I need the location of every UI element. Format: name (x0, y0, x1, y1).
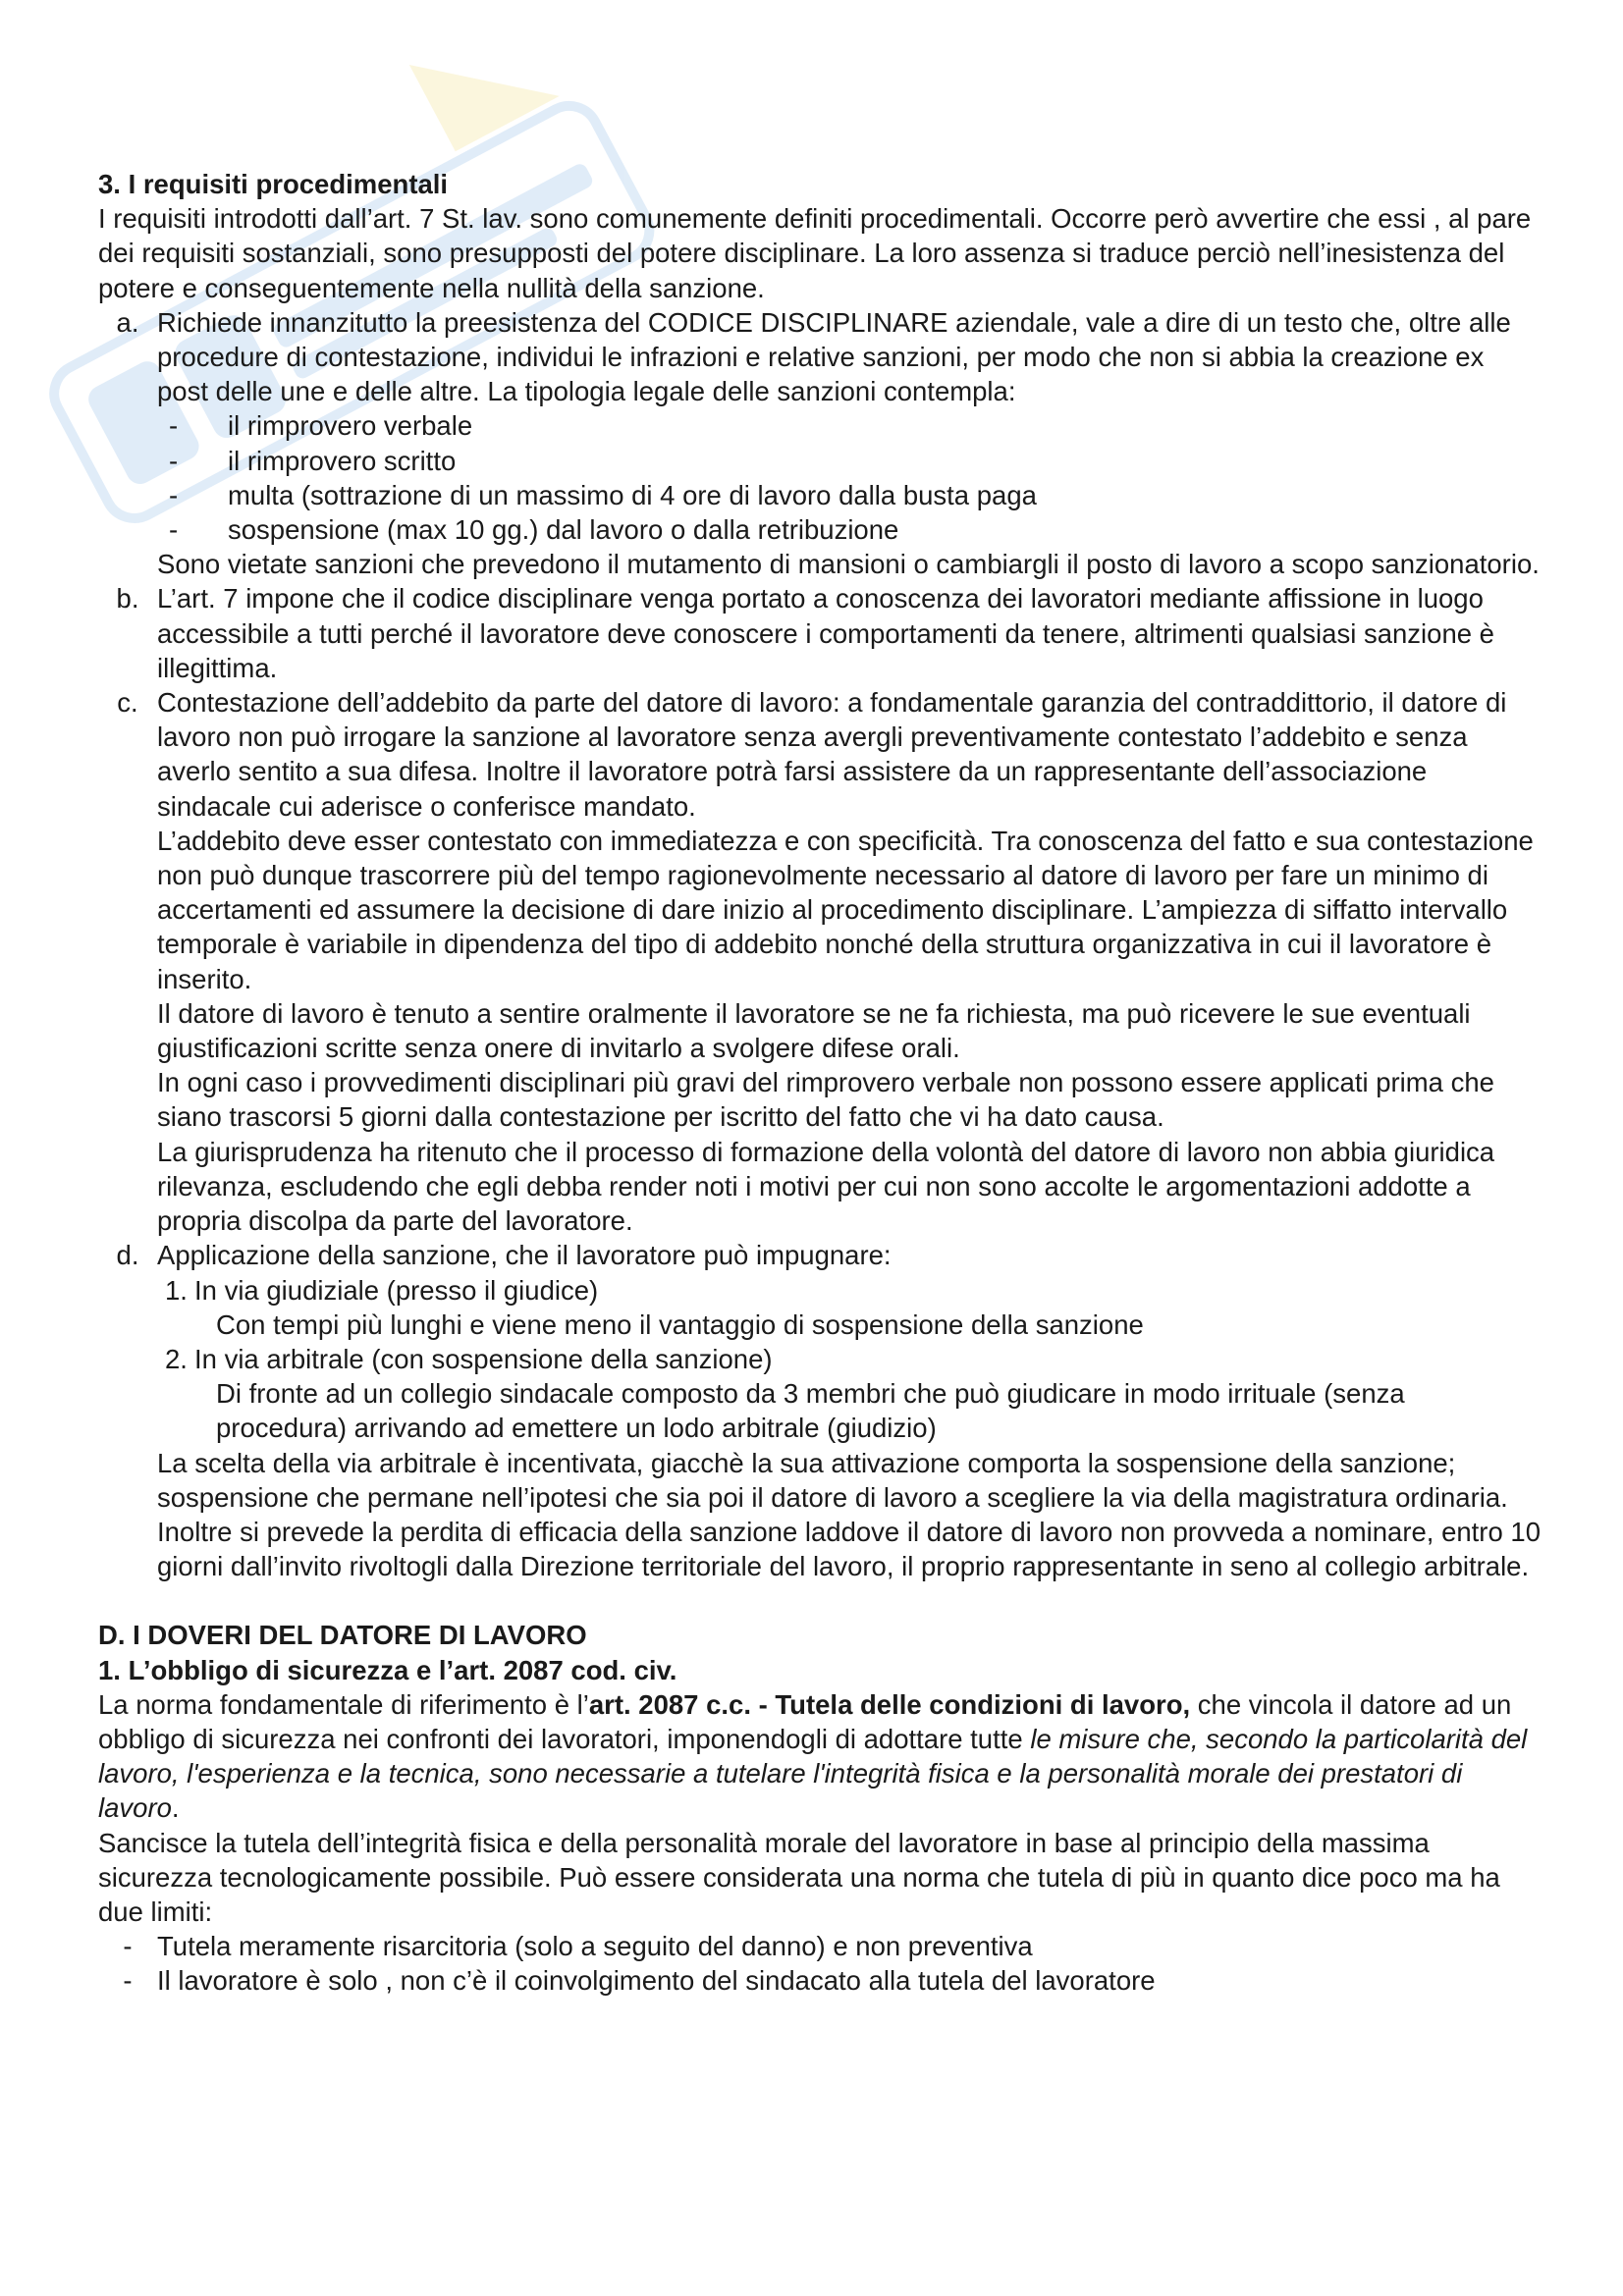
document-page (98, 167, 1542, 1999)
number-marker: 2. (165, 1343, 188, 1374)
sanction-item (98, 408, 1542, 443)
list-item-a (98, 305, 1542, 409)
list-item-c (98, 685, 1542, 824)
sanction-text: il rimprovero scritto (228, 445, 457, 476)
section-d-subheading: 1. L’obbligo di sicurezza e l’art. 2087 cod. civ. (98, 1654, 677, 1685)
list-marker-d: d. (116, 1240, 139, 1271)
number-marker: 1. (165, 1274, 188, 1306)
sanction-item (98, 478, 1542, 512)
numbered-item-title: In via giudiziale (presso il giudice) (194, 1274, 599, 1306)
dash-marker: - (169, 479, 179, 510)
numbered-item (98, 1273, 1542, 1308)
list-item-a-after: Sono vietate sanzioni che prevedono il mutamento di mansioni o cambiargli il posto di lavoro a scopo sanzionatorio. (157, 549, 1540, 580)
dash-marker: - (169, 410, 179, 442)
sanction-item (98, 512, 1542, 547)
limit-item (98, 1929, 1542, 1963)
numbered-item (98, 1342, 1542, 1376)
limit-text: Tutela meramente risarcitoria (solo a seguito del danno) e non preventiva (157, 1931, 1033, 1962)
list-item-c-paragraph: In ogni caso i provvedimenti disciplinari più gravi del rimprovero verbale non possono essere applicati prima che siano trascorsi 5 giorni dalla contestazione per iscritto del fatto che vi ha dato causa. (157, 1067, 1494, 1133)
list-item-c-paragraph: Il datore di lavoro è tenuto a sentire oralmente il lavoratore se ne fa richiesta, ma può ricevere le sue eventuali giustificazioni scritte senza onere di invitarlo a svolgere difese orali. (157, 997, 1471, 1064)
sanction-text: il rimprovero verbale (228, 410, 473, 442)
list-marker-b: b. (116, 583, 139, 614)
section-d-heading: D. I DOVERI DEL DATORE DI LAVORO (98, 1620, 587, 1651)
numbered-item-detail: Con tempi più lunghi e viene meno il vantaggio di sospensione della sanzione (216, 1308, 1144, 1340)
list-marker-a: a. (116, 306, 139, 338)
list-item-c-paragraph: L’addebito deve esser contestato con immediatezza e con specificità. Tra conoscenza del fatto e sua contestazione non può dunque trascorrere più del tempo ragionevolmente necessario al datore di lavoro per fare un minimo di accertamenti ed assumere la decisione di dare inizio al procedimento disciplinare. L’ampiezza di siffatto intervallo temporale è variabile in dipendenza del tipo di addebito nonché della struttura organizzativa in cui il lavoratore è inserito. (157, 825, 1534, 994)
sanction-item (98, 444, 1542, 478)
section-spacer (98, 1583, 1542, 1618)
p1-text-start: La norma fondamentale di riferimento è l’ (98, 1688, 589, 1720)
p1-text-end: . (171, 1792, 180, 1824)
section-3-heading: 3. I requisiti procedimentali (98, 169, 449, 199)
list-item-b (98, 581, 1542, 685)
dash-marker: - (123, 1965, 133, 1997)
section-d-paragraph-1 (98, 1687, 1542, 1826)
list-marker-c: c. (117, 687, 138, 719)
list-item-a-text: Richiede innanzitutto la preesistenza del CODICE DISCIPLINARE aziendale, vale a dire di un testo che, oltre alle procedure di contestazione, individui le infrazioni e relative sanzioni, per modo che non si abbia la creazione ex post delle une e delle altre. La tipologia legale delle sanzioni contempla: (157, 306, 1511, 407)
sanction-text: sospensione (max 10 gg.) dal lavoro o dalla retribuzione (228, 514, 899, 546)
section-d-paragraph-2: Sancisce la tutela dell’integrità fisica e della personalità morale del lavoratore in base al principio della massima sicurezza tecnologicamente possibile. Può essere considerata una norma che tutela di più in quanto dice poco ma ha due limiti: (98, 1827, 1500, 1927)
p1-bold-reference: art. 2087 c.c. - Tutela delle condizioni di lavoro, (588, 1688, 1191, 1720)
limit-text: Il lavoratore è solo , non c’è il coinvolgimento del sindacato alla tutela del lavoratore (157, 1965, 1156, 1997)
list-item-b-text: L’art. 7 impone che il codice disciplinare venga portato a conoscenza dei lavoratori mediante affissione in luogo accessibile a tutti perché il lavoratore deve conoscere i comportamenti da tenere, altrimenti qualsiasi sanzione è illegittima. (157, 583, 1494, 683)
limit-item (98, 1963, 1542, 1998)
list-item-c-paragraph: La giurisprudenza ha ritenuto che il processo di formazione della volontà del datore di lavoro non abbia giuridica rilevanza, escludendo che egli debba render noti i motivi per cui non sono accolte le argomentazioni addotte a propria discolpa da parte del lavoratore. (157, 1136, 1495, 1237)
sanction-text: multa (sottrazione di un massimo di 4 ore di lavoro dalla busta paga (228, 479, 1037, 510)
list-item-d (98, 1238, 1542, 1272)
dash-marker: - (169, 514, 179, 546)
p1-text-middle: che vincola il datore ad un obbligo di sicurezza nei confronti dei lavoratori, imponendogli di adottare tutte (98, 1688, 1512, 1754)
numbered-item-title: In via arbitrale (con sospensione della sanzione) (194, 1343, 773, 1374)
dash-marker: - (123, 1931, 133, 1962)
list-item-d-text: Applicazione della sanzione, che il lavoratore può impugnare: (157, 1240, 892, 1271)
dash-marker: - (169, 445, 179, 476)
numbered-item-detail: Di fronte ad un collegio sindacale composto da 3 membri che può giudicare in modo irrituale (senza procedura) arrivando ad emettere un lodo arbitrale (giudizio) (216, 1378, 1405, 1444)
list-item-c-text: Contestazione dell’addebito da parte del datore di lavoro: a fondamentale garanzia del contraddittorio, il datore di lavoro non può irrogare la sanzione al lavoratore senza avergli preventivamente contestato l’addebito e senza averlo sentito a sua difesa. Inoltre il lavoratore potrà farsi assistere da un rappresentante dell’associazione sindacale cui aderisce o conferisce mandato. (157, 687, 1507, 822)
list-item-d-after: La scelta della via arbitrale è incentivata, giacchè la sua attivazione comporta la sospensione della sanzione; sospensione che permane nell’ipotesi che sia poi il datore di lavoro a scegliere la via della magistratura ordinaria. Inoltre si prevede la perdita di efficacia della sanzione laddove il datore di lavoro non provveda a nominare, entro 10 giorni dall’invito rivoltogli dalla Direzione territoriale del lavoro, il proprio rappresentante in seno al collegio arbitrale. (157, 1447, 1541, 1582)
p1-italic-quote: le misure che, secondo la particolarità del lavoro, l'esperienza e la tecnica, sono necessarie a tutelare l'integrità fisica e la personalità morale dei prestatori di lavoro (98, 1723, 1528, 1824)
section-3-intro: I requisiti introdotti dall’art. 7 St. lav. sono comunemente definiti procedimentali. Occorre però avvertire che essi , al pare dei requisiti sostanziali, sono presupposti del potere disciplinare. La loro assenza si traduce perciò nell’inesistenza del potere e conseguentemente nella nullità della sanzione. (98, 203, 1532, 303)
